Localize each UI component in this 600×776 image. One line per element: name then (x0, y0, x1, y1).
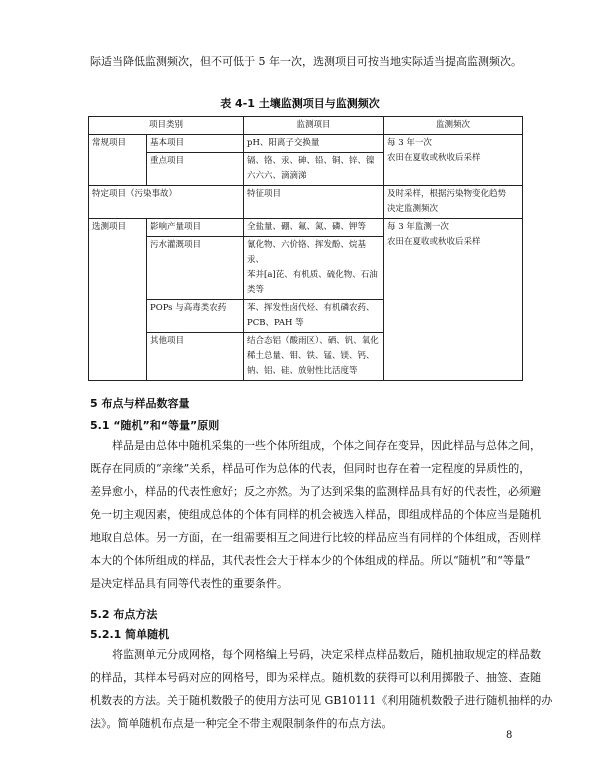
optional-row-label: POPs 与高毒类农药 (147, 300, 244, 333)
key-items: 镉、铬、汞、砷、铅、铜、锌、镍 六六六、滴滴涕 (244, 153, 384, 186)
section-5-heading: 5 布点与样品数容量 (90, 397, 190, 410)
header-items: 监测项目 (244, 117, 384, 135)
optional-row-label: 影响产量项目 (147, 219, 244, 237)
specific-label: 特定项目（污染事故） (89, 186, 244, 219)
section-5-2-1-paragraph (90, 643, 553, 735)
paragraph-line: 免一切主观因素，使组成总体的个体有同样的机会被选入样品，即组成样品的个体应当是随机 (90, 508, 541, 521)
basic-label: 基本项目 (147, 135, 244, 153)
key-label: 重点项目 (147, 153, 244, 186)
paragraph-line: 是决定样品具有同等代表性的重要条件。 (90, 577, 288, 590)
optional-row-items: 结合态铝（酸雨区）、硒、钒、氧化 稀土总量、钼、铁、锰、镁、钙、 钠、铝、硅、放射性比活度等 (244, 333, 384, 381)
paragraph-line: 的样品，其样本号码对应的网格号，即为采样点。随机数的获得可以利用掷骰子、抽签、查随 (90, 671, 541, 684)
paragraph-line: 机数表的方法。关于随机数骰子的使用方法可见 GB10111《利用随机数骰子进行随机抽样的办 (90, 694, 553, 707)
basic-items: pH、阳离子交换量 (244, 135, 384, 153)
section-5-2-heading: 5.2 布点方法 (90, 608, 158, 621)
optional-row-items: 全盐量、硼、氟、氮、磷、钾等 (244, 219, 384, 237)
specific-items: 特征项目 (244, 186, 384, 219)
section-5-1-paragraph (90, 434, 541, 595)
table-caption: 表 4-1 土壤监测项目与监测频次 (220, 97, 380, 110)
regular-frequency: 每 3 年一次 农田在夏收或秋收后采样 (384, 135, 523, 186)
page-number: 8 (506, 730, 513, 741)
paragraph-line: 本大的个体所组成的样品，其代表性会大于样本少的个体组成的样品。所以“随机”和“等量” (90, 554, 531, 567)
optional-row-items: 氰化物、六价铬、挥发酚、烷基汞、 苯并[a]芘、有机质、硫化物、石油 类等 (244, 237, 384, 300)
monitoring-table (88, 116, 523, 381)
optional-row-label: 污水灌溉项目 (147, 237, 244, 300)
paragraph-line: 地取自总体。另一方面，在一组需要相互之间进行比较的样品应当有同样的个体组成，否则样 (90, 531, 541, 544)
section-5-2-1-heading: 5.2.1 简单随机 (90, 628, 170, 641)
section-5-1-heading: 5.1 “随机”和“等量”原则 (90, 419, 220, 432)
specific-frequency: 及时采样，根据污染物变化趋势 决定监测频次 (384, 186, 523, 219)
paragraph-line: 既存在同质的“亲缘”关系，样品可作为总体的代表，但同时也存在着一定程度的异质性的， (90, 462, 531, 475)
regular-label: 常规项目 (89, 135, 147, 186)
paragraph-line: 差异愈小，样品的代表性愈好；反之亦然。为了达到采集的监测样品具有好的代表性，必须避 (90, 485, 541, 498)
header-frequency: 监测频次 (384, 117, 523, 135)
table-header-row (89, 117, 523, 135)
paragraph-line: 样品是由总体中随机采集的一些个体所组成，个体之间存在变异，因此样品与总体之间， (112, 439, 541, 452)
optional-frequency: 每 3 年监测一次 农田在夏收或秋收后采样 (384, 219, 523, 381)
intro-paragraph (90, 50, 520, 73)
optional-label: 选测项目 (89, 219, 147, 381)
table-row (89, 186, 523, 219)
table-row (89, 219, 523, 237)
table-row (89, 135, 523, 153)
intro-line: 际适当降低监测频次，但不可低于 5 年一次，选测项目可按当地实际适当提高监测频次。 (90, 55, 522, 68)
header-category: 项目类别 (89, 117, 244, 135)
optional-row-items: 苯、挥发性卤代烃、有机磷农药、 PCB、PAH 等 (244, 300, 384, 333)
optional-row-label: 其他项目 (147, 333, 244, 381)
paragraph-line: 将监测单元分成网格，每个网格编上号码，决定采样点样品数后，随机抽取规定的样品数 (112, 648, 541, 661)
paragraph-line: 法》。简单随机布点是一种完全不带主观限制条件的布点方法。 (90, 717, 393, 730)
